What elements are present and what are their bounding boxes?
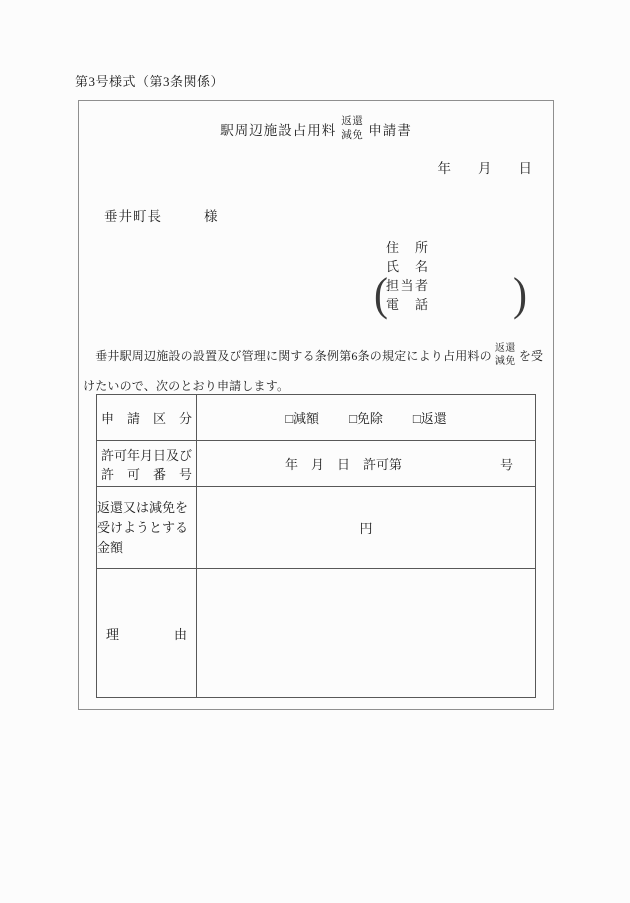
amount-label-cell bbox=[97, 487, 197, 569]
amount-label-line2: 受けようとする bbox=[97, 519, 189, 535]
category-label-cell: 申 請 区 分 bbox=[97, 395, 197, 441]
title-stack-bottom: 減免 bbox=[341, 129, 364, 141]
applicant-block bbox=[386, 238, 430, 314]
form-title bbox=[79, 115, 553, 142]
permit-label-line1: 許可年月日及び bbox=[100, 447, 192, 463]
form-title-pre: 駅周辺施設占用料 bbox=[220, 122, 337, 138]
reason-label-right: 由 bbox=[173, 626, 187, 642]
row-reason bbox=[97, 569, 536, 698]
permit-label-line2: 許 可 番 号 bbox=[100, 466, 192, 482]
statement-refund-reduction-stack bbox=[495, 342, 516, 368]
form-number-heading: 第3号様式（第3条関係） bbox=[75, 74, 225, 89]
row-permit-date-number bbox=[97, 441, 536, 487]
reason-value-cell bbox=[197, 569, 536, 698]
category-value-cell bbox=[197, 395, 536, 441]
statement-line1-text: 垂井駅周辺施設の設置及び管理に関する条例第6条の規定により占用料の bbox=[83, 348, 492, 363]
applicant-address-label: 住 所 bbox=[386, 240, 430, 255]
statement-line1-tail: を受 bbox=[518, 348, 544, 363]
category-options bbox=[197, 408, 535, 427]
date-line: 年 月 日 bbox=[437, 161, 532, 176]
permit-number-suffix: 号 bbox=[499, 457, 513, 472]
permit-date-fields: 年 月 日 許可第 bbox=[285, 457, 403, 472]
row-amount bbox=[97, 487, 536, 569]
statement-line-1 bbox=[83, 337, 544, 373]
application-statement bbox=[83, 337, 544, 394]
reason-label-cell bbox=[97, 569, 197, 698]
reason-label-left: 理 bbox=[106, 626, 120, 642]
permit-value-cell bbox=[197, 441, 536, 487]
checkbox-option-refund: □返還 bbox=[412, 411, 447, 426]
amount-value-cell: 円 bbox=[197, 487, 536, 569]
addressee-honorific: 様 bbox=[204, 209, 219, 224]
reason-label bbox=[97, 624, 196, 643]
title-stack-top: 返還 bbox=[341, 116, 364, 127]
title-refund-reduction-stack bbox=[341, 115, 363, 142]
row-application-category bbox=[97, 395, 536, 441]
paren-open-decoration: ( bbox=[374, 269, 388, 321]
statement-stack-bottom: 減免 bbox=[494, 356, 516, 367]
addressee-line bbox=[104, 205, 219, 225]
paren-close-decoration: ) bbox=[513, 269, 527, 321]
application-table bbox=[96, 394, 536, 698]
statement-line-2: けたいので、次のとおり申請します。 bbox=[83, 379, 290, 393]
checkbox-option-exemption: □免除 bbox=[349, 411, 383, 426]
amount-label-line3: 金額 bbox=[97, 539, 124, 555]
applicant-phone-label: 電 話 bbox=[386, 297, 430, 312]
permit-label-cell bbox=[97, 441, 197, 487]
applicant-name-label: 氏 名 bbox=[386, 259, 430, 274]
statement-stack-top: 返還 bbox=[494, 343, 516, 354]
checkbox-option-reduction: □減額 bbox=[285, 411, 320, 426]
applicant-contact-label: 担当者 bbox=[386, 278, 430, 293]
form-title-post: 申請書 bbox=[368, 122, 412, 138]
amount-label-line1: 返還又は減免を bbox=[97, 499, 189, 515]
form-outer-border bbox=[78, 100, 554, 710]
addressee-name: 垂井町長 bbox=[104, 209, 162, 224]
